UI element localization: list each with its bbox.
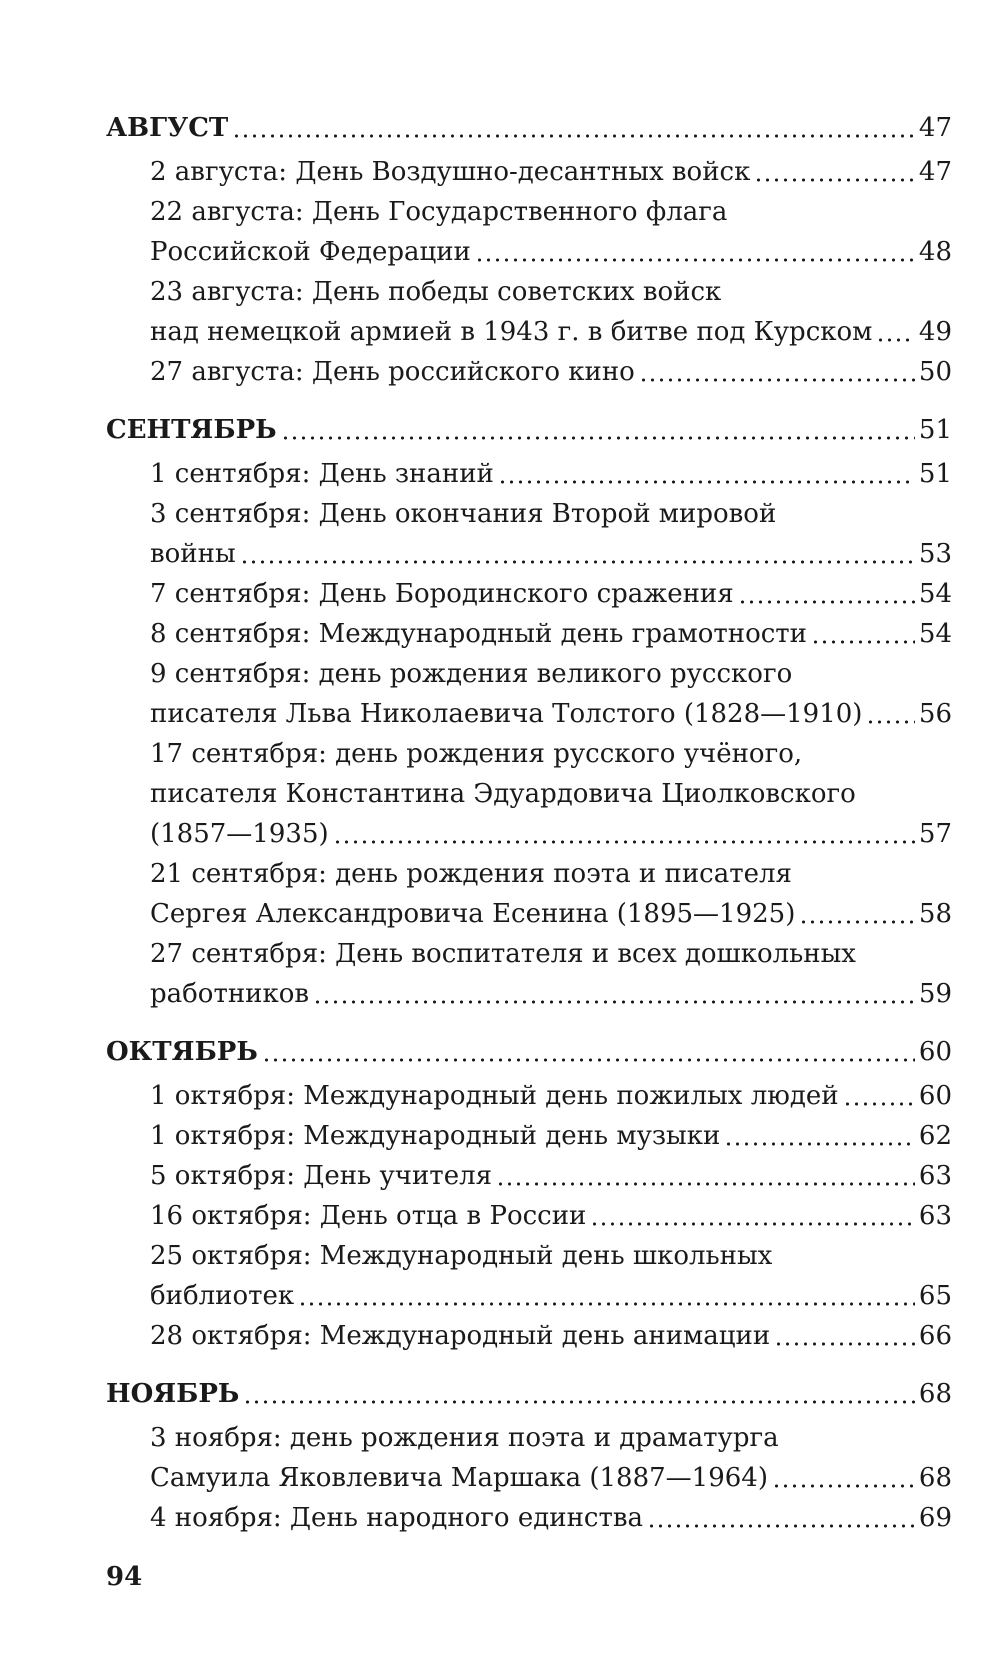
entry-last-line [106,312,952,352]
dot-leader [281,436,915,440]
toc-entry [106,152,952,192]
toc-section [106,108,952,392]
toc-section [106,1032,952,1356]
entry-text-line: 25 октября: Международный день школьных [150,1241,773,1271]
entry-page-number: 47 [918,157,952,187]
entry-text: (1857—1935) [150,819,329,849]
entry-last-line [106,1316,952,1356]
section-heading [106,108,952,148]
entry-last-line [106,1156,952,1196]
toc-entry [106,192,952,272]
entry-text: 28 октября: Международный день анимации [150,1321,771,1351]
toc-entry [106,272,952,352]
toc-entry [106,854,952,934]
dot-leader [333,840,915,844]
entry-page-number: 62 [918,1121,952,1151]
entry-last-line [106,1458,952,1498]
section-title: ОКТЯБРЬ [106,1037,258,1067]
entry-text: 27 августа: День российского кино [150,357,635,387]
toc-entry [106,614,952,654]
dot-leader [754,178,915,182]
entry-text: 7 сентября: День Бородинского сражения [150,579,734,609]
page-number: 94 [106,1562,143,1592]
toc-entry [106,454,952,494]
entry-last-line [106,574,952,614]
dot-leader [262,1058,915,1062]
entry-text-line: 3 сентября: День окончания Второй мировой [150,499,777,529]
toc-entry [106,494,952,574]
dot-leader [647,1524,915,1528]
dot-leader [866,720,914,724]
entry-page-number: 65 [918,1281,952,1311]
dot-leader [639,378,915,382]
toc-entry [106,352,952,392]
entry-text-line: 17 сентября: день рождения русского учёного, [150,739,803,769]
toc-entry [106,1316,952,1356]
entry-page-number: 60 [918,1081,952,1111]
table-of-contents [106,108,952,1556]
section-heading [106,1374,952,1414]
entry-page-number: 48 [918,237,952,267]
section-page-number: 47 [918,113,952,143]
entry-last-line [106,1076,952,1116]
dot-leader [496,1182,915,1186]
entry-page-number: 54 [918,619,952,649]
toc-section [106,1374,952,1538]
entry-page-number: 68 [918,1463,952,1493]
entry-text: войны [150,539,236,569]
dot-leader [298,1302,915,1306]
entry-page-number: 51 [918,459,952,489]
dot-leader [475,258,915,262]
section-heading [106,410,952,450]
entry-page-number: 69 [918,1503,952,1533]
toc-section [106,410,952,1014]
entry-page-number: 54 [918,579,952,609]
toc-entry [106,734,952,854]
entry-last-line [106,534,952,574]
toc-entry [106,654,952,734]
section-title: СЕНТЯБРЬ [106,415,277,445]
section-page-number: 68 [918,1379,952,1409]
entry-text: над немецкой армией в 1943 г. в битве под Курском [150,317,873,347]
dot-leader [313,1000,915,1004]
toc-entry [106,1236,952,1316]
section-title: АВГУСТ [106,113,229,143]
dot-leader [738,600,915,604]
toc-entry [106,1116,952,1156]
entry-last-line [106,694,952,734]
entry-page-number: 63 [918,1161,952,1191]
entry-text: работников [150,979,310,1009]
entry-text: 5 октября: День учителя [150,1161,492,1191]
dot-leader [590,1222,915,1226]
entry-text-line: писателя Константина Эдуардовича Циолковского [150,779,856,809]
entry-text: 8 сентября: Международный день грамотности [150,619,808,649]
toc-entry [106,1076,952,1116]
entry-page-number: 57 [918,819,952,849]
entry-last-line [106,814,952,854]
entry-page-number: 66 [918,1321,952,1351]
entry-last-line [106,232,952,272]
entry-text-line: 9 сентября: день рождения великого русского [150,659,793,689]
dot-leader [772,1484,915,1488]
entry-text: 16 октября: День отца в России [150,1201,587,1231]
entry-page-number: 63 [918,1201,952,1231]
entry-text: 4 ноября: День народного единства [150,1503,643,1533]
entry-last-line [106,974,952,1014]
entry-text: 2 августа: День Воздушно-десантных войск [150,157,751,187]
entry-page-number: 58 [918,899,952,929]
dot-leader [724,1142,915,1146]
entry-text-line: 3 ноября: день рождения поэта и драматурга [150,1423,779,1453]
entry-last-line [106,894,952,934]
dot-leader [243,1400,915,1404]
toc-entry [106,1418,952,1498]
entry-last-line [106,352,952,392]
entry-text: 1 сентября: День знаний [150,459,494,489]
toc-entry [106,574,952,614]
entry-page-number: 49 [918,317,952,347]
entry-page-number: 59 [918,979,952,1009]
entry-last-line [106,152,952,192]
entry-text: библиотек [150,1281,295,1311]
entry-last-line [106,1276,952,1316]
entry-page-number: 53 [918,539,952,569]
entry-text: 1 октября: Международный день музыки [150,1121,721,1151]
toc-entry [106,1498,952,1538]
toc-entry [106,934,952,1014]
entry-text-line: 22 августа: День Государственного флага [150,197,728,227]
dot-leader [876,338,915,342]
section-page-number: 60 [918,1037,952,1067]
section-heading [106,1032,952,1072]
toc-entry [106,1196,952,1236]
section-title: НОЯБРЬ [106,1379,240,1409]
entry-last-line [106,614,952,654]
dot-leader [799,920,915,924]
entry-text: Российской Федерации [150,237,471,267]
dot-leader [774,1342,915,1346]
entry-text-line: 27 сентября: День воспитателя и всех дошкольных [150,939,856,969]
dot-leader [498,480,915,484]
entry-text-line: 23 августа: День победы советских войск [150,277,722,307]
entry-text: Самуила Яковлевича Маршака (1887—1964) [150,1463,768,1493]
entry-text-line: 21 сентября: день рождения поэта и писателя [150,859,792,889]
section-page-number: 51 [918,415,952,445]
entry-last-line [106,454,952,494]
dot-leader [811,640,915,644]
entry-last-line [106,1116,952,1156]
entry-last-line [106,1196,952,1236]
dot-leader [240,560,915,564]
entry-text: Сергея Александровича Есенина (1895—1925) [150,899,796,929]
entry-text: писателя Льва Николаевича Толстого (1828—1910) [150,699,863,729]
dot-leader [843,1102,915,1106]
toc-entry [106,1156,952,1196]
entry-text: 1 октября: Международный день пожилых людей [150,1081,839,1111]
entry-page-number: 56 [918,699,952,729]
entry-page-number: 50 [918,357,952,387]
entry-last-line [106,1498,952,1538]
dot-leader [232,134,915,138]
